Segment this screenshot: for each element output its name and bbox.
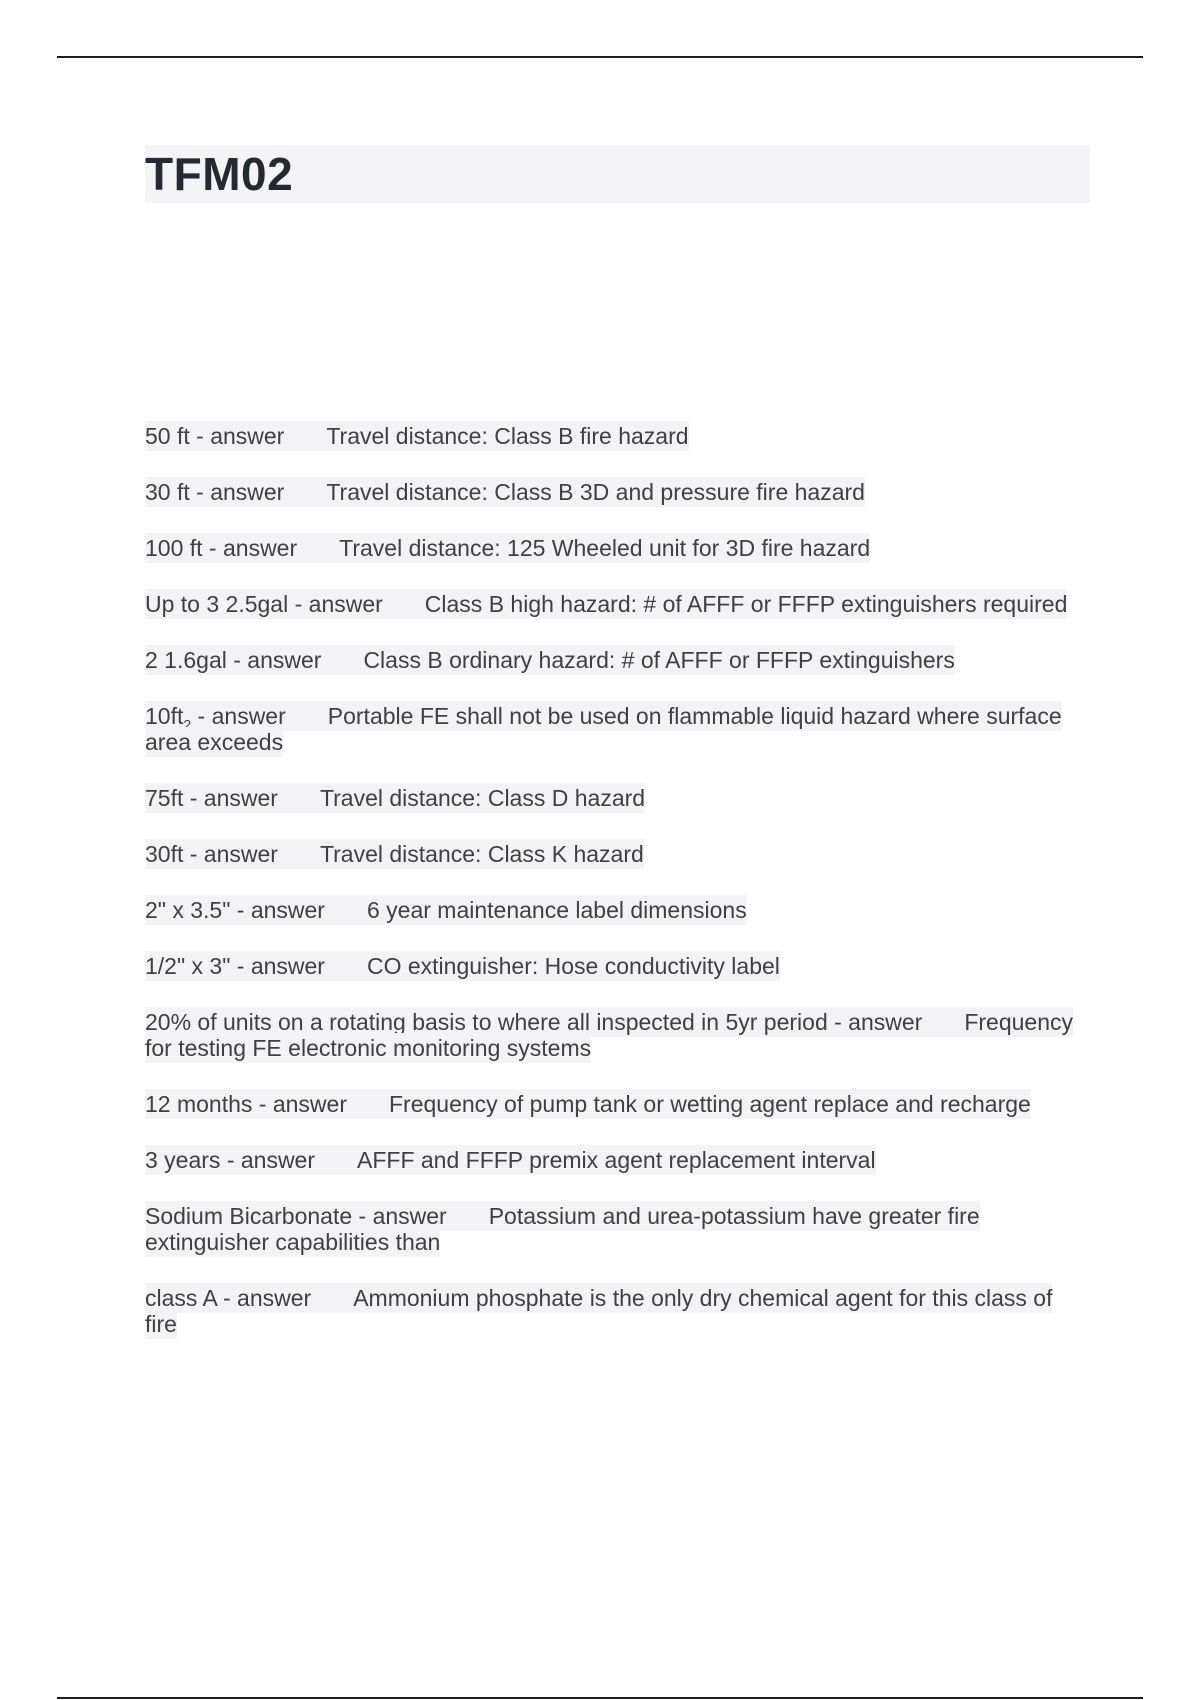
card-definition: Frequency of pump tank or wetting agent replace and recharge — [388, 1091, 1031, 1117]
card-definition: Frequency for testing FE electronic monitoring systems — [145, 1009, 1073, 1061]
flashcard-6 — [145, 703, 1075, 755]
card-definition: Travel distance: Class D hazard — [319, 785, 646, 811]
card-definition: Ammonium phosphate is the only dry chemical agent for this class of fire — [145, 1285, 1053, 1337]
card-term: class A - answer — [145, 1285, 312, 1311]
card-definition: Class B ordinary hazard: # of AFFF or FFFP extinguishers — [363, 647, 955, 673]
flashcard-13 — [145, 1147, 1075, 1173]
card-term: 75ft - answer — [145, 785, 278, 811]
card-term: 100 ft - answer — [145, 535, 298, 561]
flashcard-list — [145, 423, 1075, 1367]
card-term: 20% of units on a rotating basis to where all inspected in 5yr period - answer — [145, 1009, 923, 1035]
card-term: 3 years - answer — [145, 1147, 316, 1173]
card-definition: Travel distance: Class K hazard — [319, 841, 644, 867]
flashcard-11 — [145, 1009, 1075, 1061]
flashcard-4 — [145, 591, 1075, 617]
flashcard-12 — [145, 1091, 1075, 1117]
flashcard-9 — [145, 897, 1075, 923]
card-definition: Travel distance: Class B fire hazard — [326, 423, 689, 449]
card-term: Sodium Bicarbonate - answer — [145, 1203, 447, 1229]
card-term: 50 ft - answer — [145, 423, 285, 449]
document-title: TFM02 — [145, 148, 294, 200]
flashcard-15 — [145, 1285, 1075, 1337]
card-term-subscript: 2 — [183, 716, 192, 733]
flashcard-7 — [145, 785, 1075, 811]
flashcard-14 — [145, 1203, 1075, 1255]
card-definition: Class B high hazard: # of AFFF or FFFP extinguishers required — [424, 591, 1068, 617]
card-definition: CO extinguisher: Hose conductivity label — [366, 953, 780, 979]
card-term: 2" x 3.5" - answer — [145, 897, 325, 923]
card-definition: Travel distance: Class B 3D and pressure fire hazard — [326, 479, 865, 505]
flashcard-8 — [145, 841, 1075, 867]
card-definition: Portable FE shall not be used on flammable liquid hazard where surface area exceeds — [145, 703, 1062, 755]
card-definition: AFFF and FFFP premix agent replacement interval — [357, 1147, 876, 1173]
flashcard-3 — [145, 535, 1075, 561]
card-definition: 6 year maintenance label dimensions — [366, 897, 747, 923]
card-definition: Travel distance: 125 Wheeled unit for 3D fire hazard — [339, 535, 871, 561]
flashcard-2 — [145, 479, 1075, 505]
card-term: 30ft - answer — [145, 841, 278, 867]
flashcard-1 — [145, 423, 1075, 449]
card-term: 1/2" x 3" - answer — [145, 953, 325, 979]
card-term: 12 months - answer — [145, 1091, 347, 1117]
card-term: 30 ft - answer — [145, 479, 285, 505]
flashcard-5 — [145, 647, 1075, 673]
card-term: Up to 3 2.5gal - answer — [145, 591, 383, 617]
header-rule — [57, 56, 1143, 58]
card-term — [145, 703, 286, 733]
footer-rule — [57, 1697, 1143, 1699]
card-definition: Potassium and urea-potassium have greater fire extinguisher capabilities than — [145, 1203, 980, 1255]
card-term-main: 10ft — [145, 703, 184, 729]
card-term-rest: - answer — [191, 703, 286, 729]
flashcard-10 — [145, 953, 1075, 979]
card-term: 2 1.6gal - answer — [145, 647, 322, 673]
